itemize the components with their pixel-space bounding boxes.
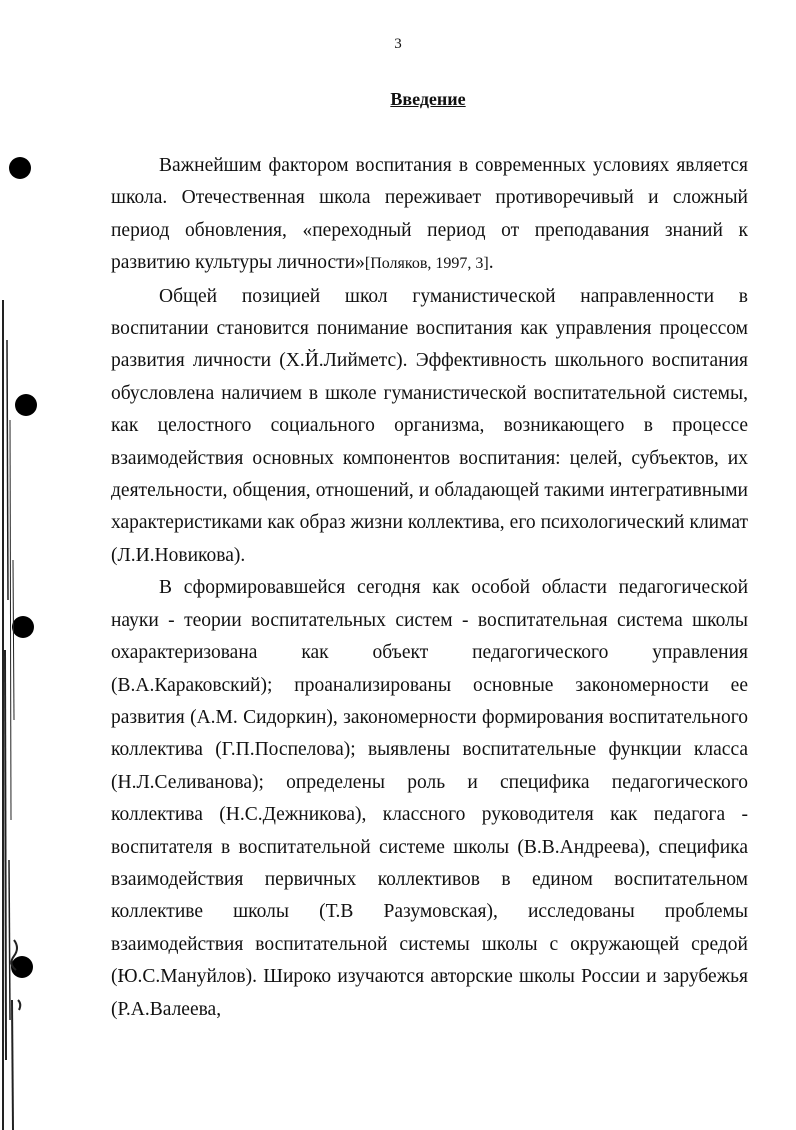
citation: [Поляков, 1997, 3]	[364, 255, 489, 273]
paragraph-1-text: Важнейшим фактором воспитания в современных условиях является школа. Отечественная школа переживает противоречивый и сложный период обновления, «переходный период от преподавания знаний к развитию культуры личности»	[111, 155, 748, 274]
page-number: 3	[394, 36, 402, 52]
paragraph-1	[111, 150, 748, 281]
paragraph-2: Общей позицией школ гуманистической направленности в воспитании становится понимание воспитания как управления процессом развития личности (Х.Й.Лийметс). Эффективность школьного воспитания обусловлена наличием в школе гуманистической воспитательной системы, как целостного социального организма, возникающего в процессе взаимодействия основных компонентов воспитания: целей, субъектов, их деятельности, общения, отношений, и обладающей такими интегративными характеристиками как образ жизни коллектива, его психологический климат (Л.И.Новикова).	[111, 285, 748, 566]
body-text	[111, 150, 748, 1026]
section-heading: Введение	[390, 89, 466, 109]
punch-hole-1	[9, 157, 31, 179]
scan-binding-edge	[0, 300, 34, 1130]
paragraph-3: В сформировавшейся сегодня как особой области педагогической науки - теории воспитательных систем - воспитательная система школы охарактеризована как объект педагогического управления (В.А.Караковский); проанализированы основные закономерности ее развития (А.М. Сидоркин), закономерности формирования воспитательного коллектива (Г.П.Поспелова); выявлены воспитательные функции класса (Н.Л.Селиванова); определены роль и специфика педагогического коллектива (Н.С.Дежникова), классного руководителя как педагога - воспитателя в воспитательной системе школы (В.В.Андреева), специфика взаимодействия первичных коллективов в едином воспитательном коллективе школы (Т.В Разумовская), исследованы проблемы взаимодействия воспитательной системы школы с окружающей средой (Ю.С.Мануйлов). Широко изучаются авторские школы России и зарубежья (Р.А.Валеева,	[111, 577, 748, 1020]
paragraph-1-tail: .	[488, 252, 494, 274]
